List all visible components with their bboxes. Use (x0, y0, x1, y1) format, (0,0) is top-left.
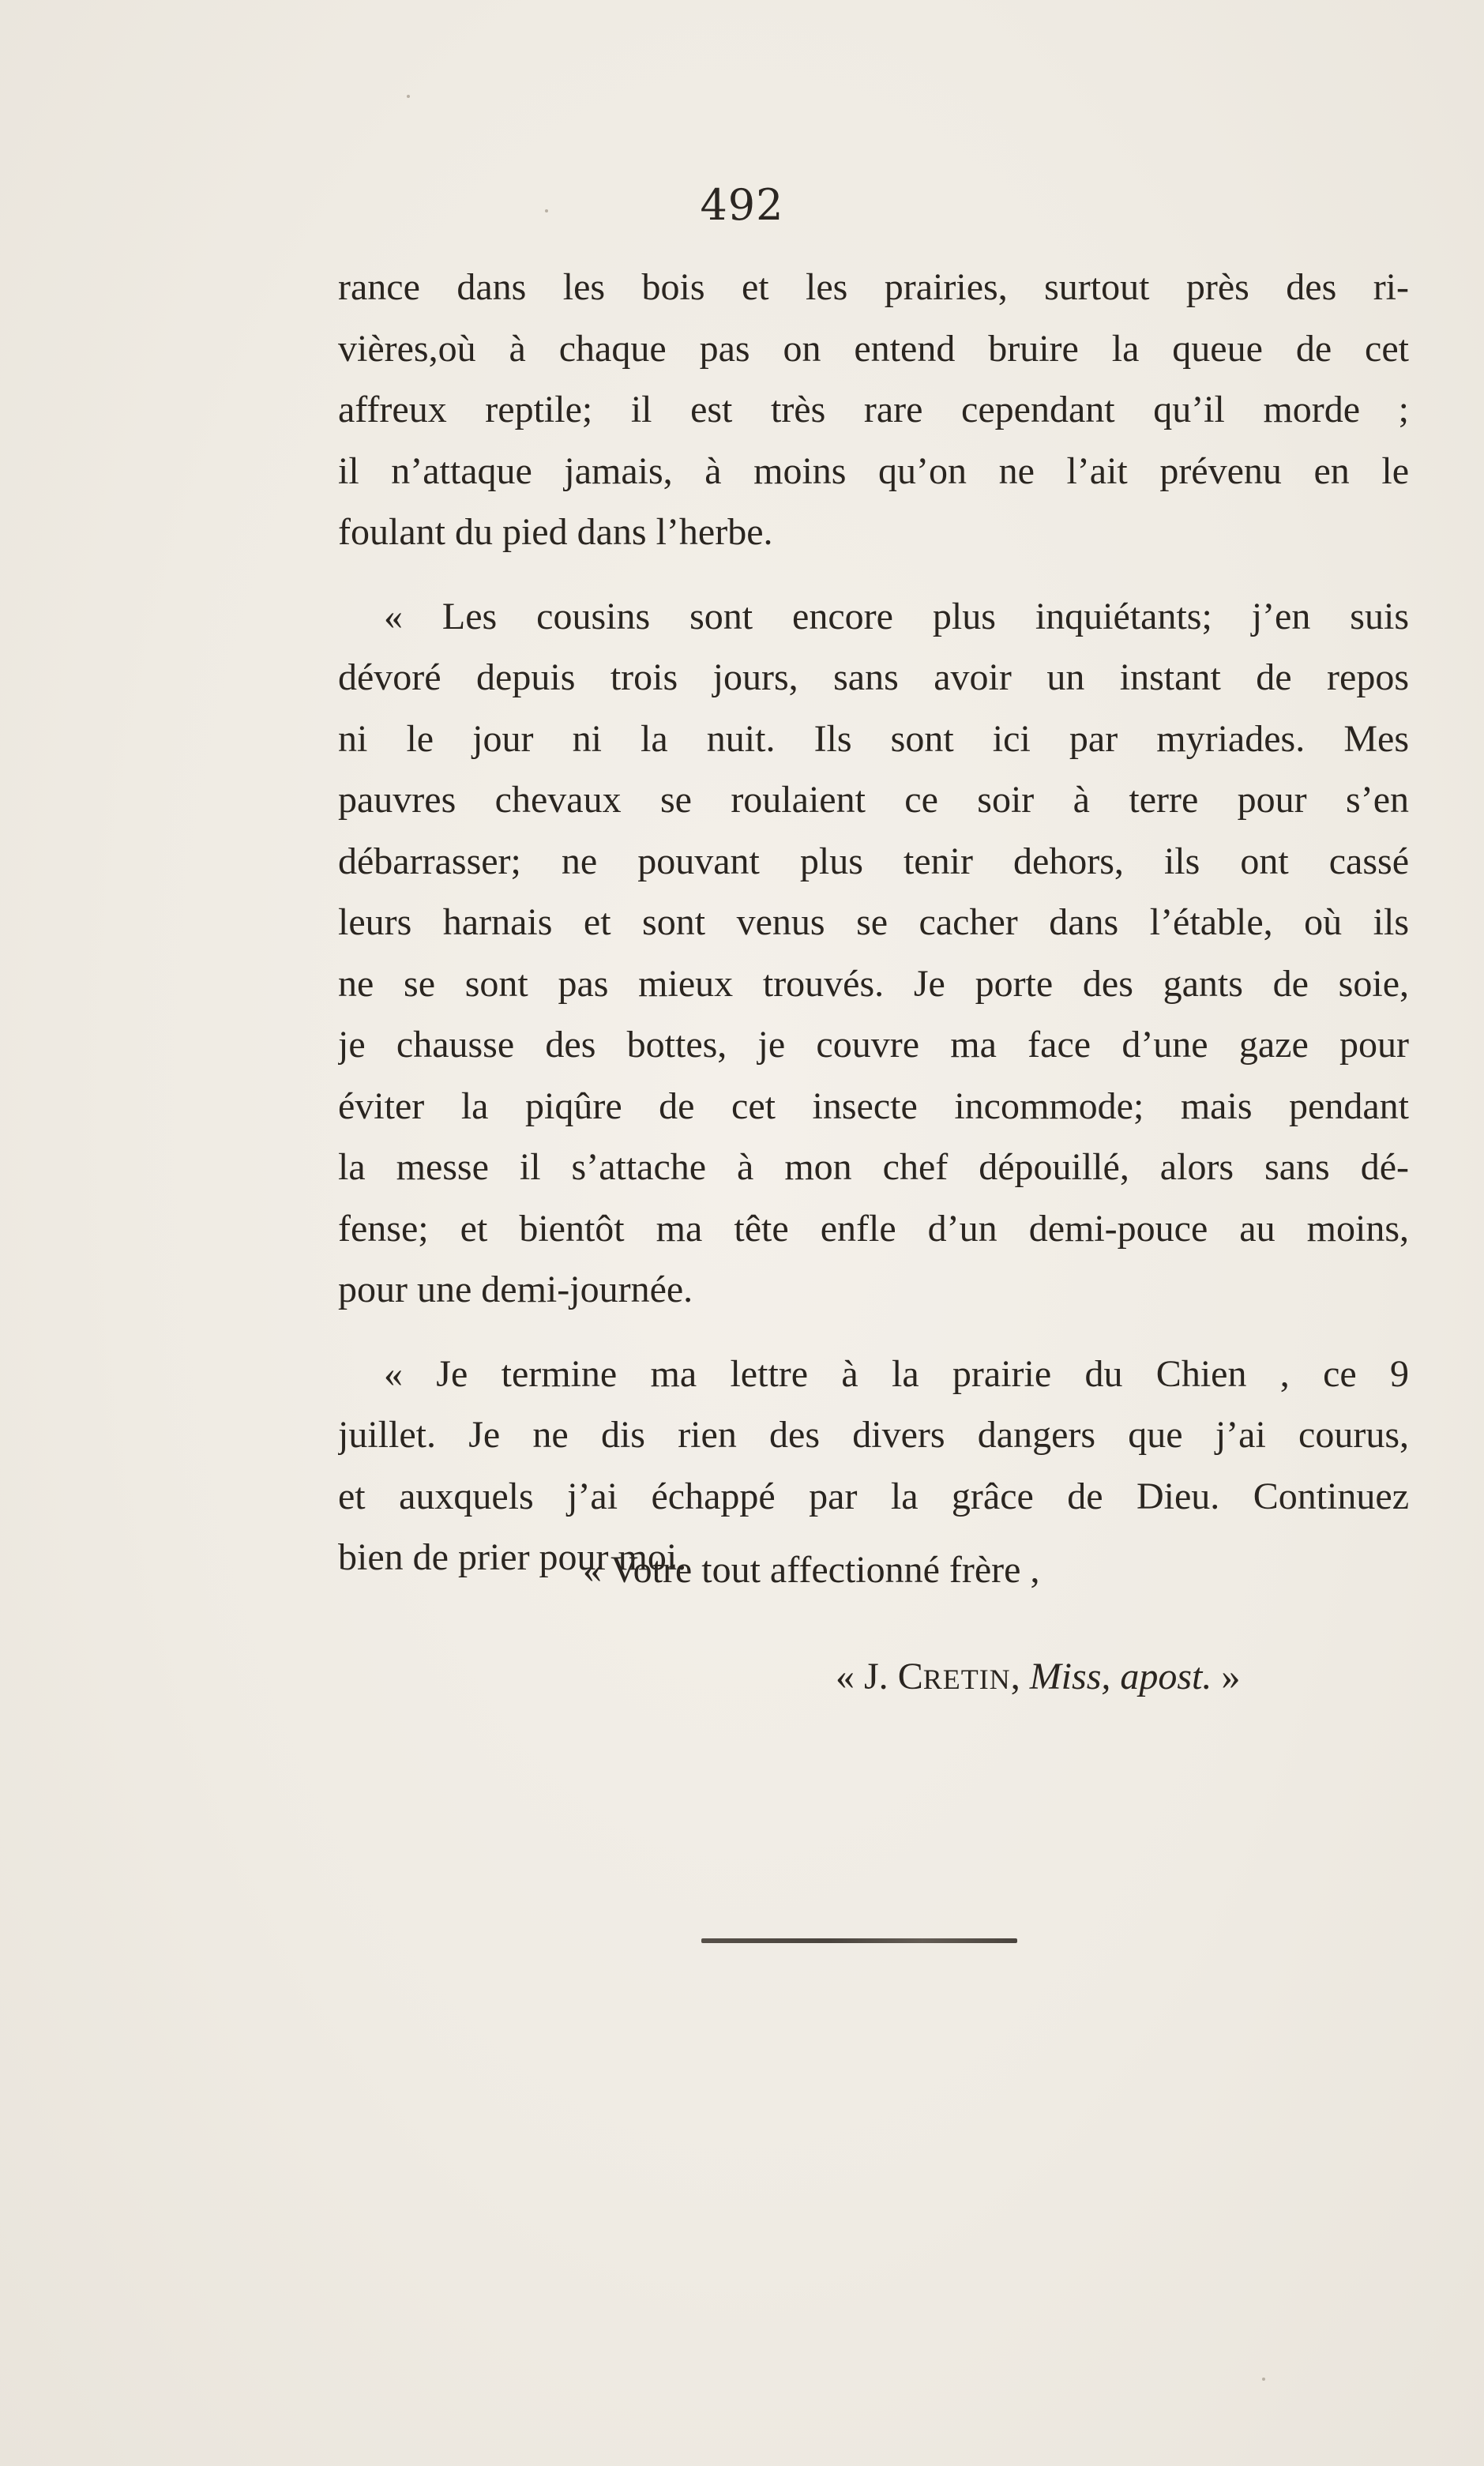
text-line: débarrasser; ne pouvant plus tenir dehors, ils ont cassé (338, 840, 1409, 882)
closing-salutation: « Votre tout affectionné frère , (583, 1549, 1040, 1591)
text-line: éviter la piqûre de cet insecte incommode; mais pendant (338, 1085, 1409, 1127)
text-line: dévoré depuis trois jours, sans avoir un instant de repos (338, 656, 1409, 698)
text-line: affreux reptile; il est très rare cependant qu’il morde ; (338, 389, 1409, 430)
signature-name-rest: RETIN (922, 1663, 1011, 1695)
text-line: rance dans les bois et les prairies, surtout près des ri- (338, 266, 1409, 308)
text-line: je chausse des bottes, je couvre ma face d’une gaze pour (338, 1024, 1409, 1066)
end-rule (701, 1938, 1017, 1943)
text-line: la messe il s’attache à mon chef dépouillé, alors sans dé- (338, 1146, 1409, 1188)
text-line: bien de prier pour moi. (338, 1536, 687, 1578)
page-number: 492 (700, 180, 784, 230)
paragraph-gap (338, 563, 1409, 586)
text-line: fense; et bientôt ma tête enfle d’un demi-pouce au moins, (338, 1207, 1409, 1250)
paper-speck (407, 95, 410, 98)
signature-open-quote: « J. (836, 1656, 898, 1697)
text-line: ne se sont pas mieux trouvés. Je porte des gants de soie, (338, 962, 1409, 1005)
text-line: il n’attaque jamais, à moins qu’on ne l’ait prévenu en le (338, 449, 1409, 492)
signature (0, 1655, 1484, 1698)
text-line: « Je termine ma lettre à la prairie du Chien , ce 9 (384, 1352, 1409, 1395)
signature-title: Miss, apost. (1029, 1656, 1212, 1697)
text-line: juillet. Je ne dis rien des divers dangers que j’ai courus, (338, 1414, 1409, 1456)
text-line: « Les cousins sont encore plus inquiétants; j’en suis (384, 595, 1409, 637)
body-text (338, 257, 1409, 1588)
text-line: foulant du pied dans l’herbe. (338, 511, 773, 553)
paper-speck (1262, 2378, 1265, 2381)
text-line: leurs harnais et sont venus se cacher dans l’étable, où ils (338, 901, 1409, 943)
signature-name-initial: C (897, 1656, 923, 1697)
text-line: et auxquels j’ai échappé par la grâce de Dieu. Continuez (338, 1475, 1409, 1517)
text-line: pour une demi-journée. (338, 1269, 693, 1310)
paper-speck (545, 209, 548, 212)
text-line: ni le jour ni la nuit. Ils sont ici par myriades. Mes (338, 717, 1409, 760)
paragraph-gap (338, 1321, 1409, 1344)
text-line: pauvres chevaux se roulaient ce soir à terre pour s’en (338, 779, 1409, 821)
signature-separator: , (1010, 1656, 1030, 1697)
signature-close-quote: » (1212, 1656, 1241, 1697)
text-line: vières,où à chaque pas on entend bruire la queue de cet (338, 327, 1409, 370)
paragraph (338, 257, 1409, 563)
paragraph (338, 586, 1409, 1321)
